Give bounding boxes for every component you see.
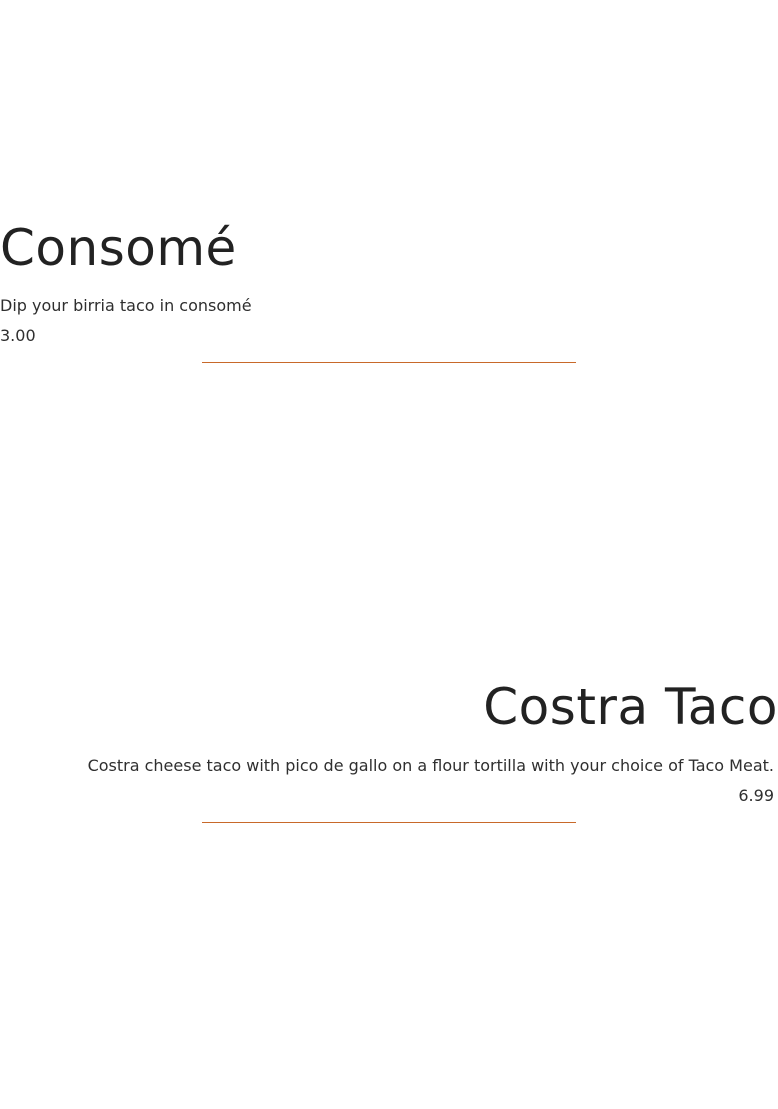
menu-item-price: 6.99	[738, 786, 774, 805]
divider-line	[202, 822, 576, 823]
divider-line	[202, 362, 576, 363]
menu-item-description: Costra cheese taco with pico de gallo on a flour tortilla with your choice of Taco Meat.	[87, 756, 774, 775]
menu-item-price: 3.00	[0, 326, 36, 345]
menu-item-title: Consomé	[0, 219, 237, 277]
menu-item-costra-taco	[0, 678, 778, 805]
menu-item-consome	[0, 219, 778, 345]
menu-item-title: Costra Taco	[483, 678, 778, 736]
menu-item-description: Dip your birria taco in consomé	[0, 296, 252, 315]
